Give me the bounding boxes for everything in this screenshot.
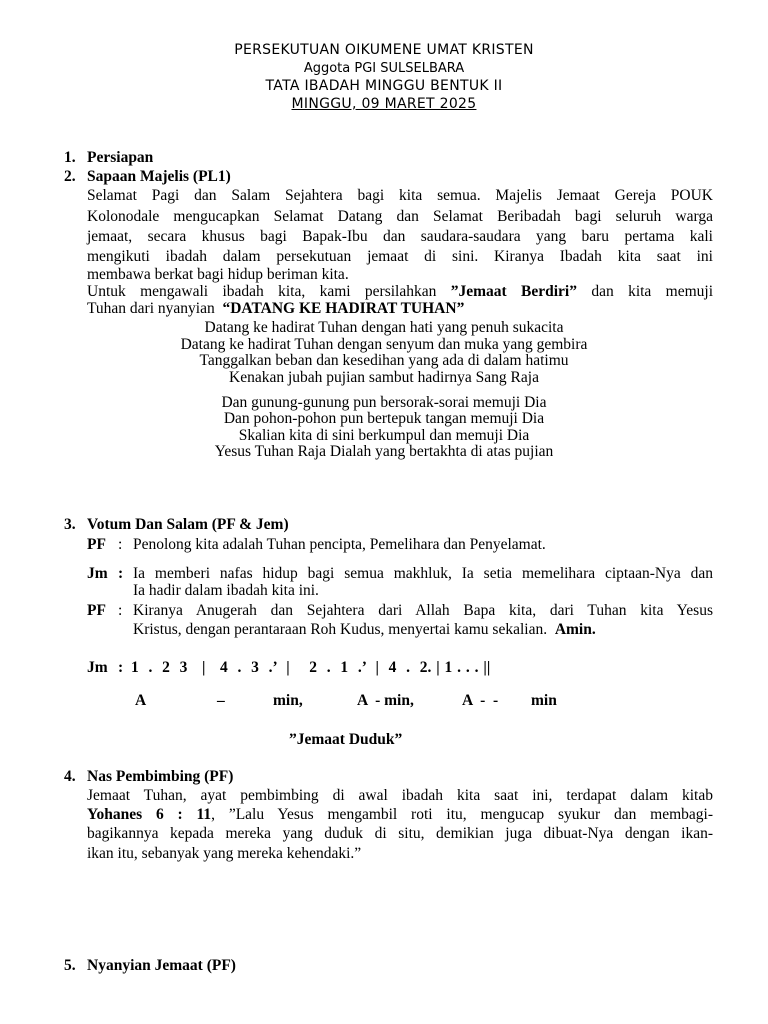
congregation-instruction: ”Jemaat Duduk” — [289, 731, 403, 748]
section-2-number: 2. — [64, 168, 76, 185]
notation-colon: : — [118, 659, 124, 676]
amin-syllable: – — [217, 692, 225, 709]
liturgy-response: Ia hadir dalam ibadah kita ini. — [133, 582, 319, 599]
org-title: PERSEKUTUAN OIKUMENE UMAT KRISTEN — [234, 42, 534, 58]
liturgy-title: TATA IBADAH MINGGU BENTUK II — [265, 78, 503, 94]
lyric-line: Dan pohon-pohon pun bertepuk tangan memuji Dia — [223, 410, 545, 427]
section-5-number: 5. — [64, 957, 76, 974]
speaker-label: Jm — [87, 565, 108, 582]
greeting-line: mengikuti ibadah dalam persekutuan jemaat di sini. Kiranya Ibadah kita saat ini — [87, 248, 713, 265]
liturgy-response: Penolong kita adalah Tuhan pencipta, Pemelihara dan Penyelamat. — [133, 536, 546, 553]
notation-label: Jm — [87, 659, 108, 676]
section-1-title: Persiapan — [87, 149, 154, 166]
scripture-line: bagikannya kepada mereka yang duduk di situ, demikian juga dibuat-Nya dengan ikan- — [87, 825, 713, 842]
amin-syllable: A — [135, 692, 147, 709]
speaker-label: PF — [87, 602, 106, 619]
section-2-title: Sapaan Majelis (PL1) — [87, 168, 231, 185]
song-title: “DATANG KE HADIRAT TUHAN” — [222, 300, 465, 317]
section-3-number: 3. — [64, 516, 76, 533]
amen-notation: 1 . 2 3 | 4 . 3 .’ | 2 . 1 .’ | 4 . 2. | 1 . . . || — [131, 659, 491, 676]
greeting-line: membawa berkat bagi hidup beriman kita. — [87, 266, 349, 283]
scripture-line: Yohanes 6 : 11, ”Lalu Yesus mengambil roti itu, mengucap syukur dan membagi- — [87, 806, 714, 823]
lyric-line: Yesus Tuhan Raja Dialah yang bertakhta di atas pujian — [214, 443, 554, 460]
liturgy-response: Ia memberi nafas hidup bagi semua makhluk, Ia setia memelihara ciptaan-Nya dan — [133, 565, 713, 582]
lyric-line: Dan gunung-gunung pun bersorak-sorai memuji Dia — [221, 394, 547, 411]
section-1-number: 1. — [64, 149, 76, 166]
lyric-line: Datang ke hadirat Tuhan dengan hati yang penuh sukacita — [204, 319, 564, 336]
scripture-line: ikan itu, sebanyak yang mereka kehendaki.” — [87, 845, 362, 862]
greeting-line: Kolonodale mengucapkan Selamat Datang dan Selamat Beribadah bagi seluruh warga — [87, 208, 713, 225]
speaker-colon: : — [118, 565, 124, 582]
section-4-title: Nas Pembimbing (PF) — [87, 768, 234, 785]
amin-syllable: A - - — [462, 692, 499, 709]
amin-syllable: min, — [273, 692, 303, 709]
service-date: MINGGU, 09 MARET 2025 — [291, 96, 477, 112]
greeting-line: Selamat Pagi dan Salam Sejahtera bagi kita semua. Majelis Jemaat Gereja POUK — [87, 187, 713, 204]
lyric-line: Skalian kita di sini berkumpul dan memuji Dia — [238, 427, 530, 444]
section-4-number: 4. — [64, 768, 76, 785]
speaker-colon: : — [118, 602, 123, 619]
amin-word: Amin. — [554, 621, 596, 638]
greeting-line: jemaat, secara khusus bagi Bapak-Ibu dan saudara-saudara yang baru pertama kali — [87, 228, 713, 245]
amin-syllable: min — [531, 692, 557, 709]
lyric-line: Datang ke hadirat Tuhan dengan senyum dan muka yang gembira — [180, 336, 588, 353]
scripture-intro: Jemaat Tuhan, ayat pembimbing di awal ibadah kita saat ini, terdapat dalam kitab — [87, 787, 713, 804]
lyric-line: Kenakan jubah pujian sambut hadirnya Sang Raja — [229, 369, 539, 386]
org-membership: Aggota PGI SULSELBARA — [303, 61, 465, 76]
amin-syllable: A - min, — [357, 692, 414, 709]
scripture-reference: Yohanes 6 : 11 — [87, 806, 212, 823]
section-3-title: Votum Dan Salam (PF & Jem) — [87, 516, 289, 533]
lyric-line: Tanggalkan beban dan kesedihan yang ada di dalam hatimu — [199, 352, 569, 369]
song-intro: Tuhan dari nyanyian “DATANG KE HADIRAT TUHAN” — [87, 300, 465, 317]
liturgy-response: Kristus, dengan perantaraan Roh Kudus, menyertai kamu sekalian. Amin. — [133, 621, 596, 638]
speaker-label: PF — [87, 536, 106, 553]
invitation-line: Untuk mengawali ibadah kita, kami persilahkan ”Jemaat Berdiri” dan kita memuji — [87, 283, 714, 300]
speaker-colon: : — [118, 536, 123, 553]
section-5-title: Nyanyian Jemaat (PF) — [87, 957, 236, 974]
liturgy-response: Kiranya Anugerah dan Sejahtera dari Allah Bapa kita, dari Tuhan kita Yesus — [133, 602, 713, 619]
